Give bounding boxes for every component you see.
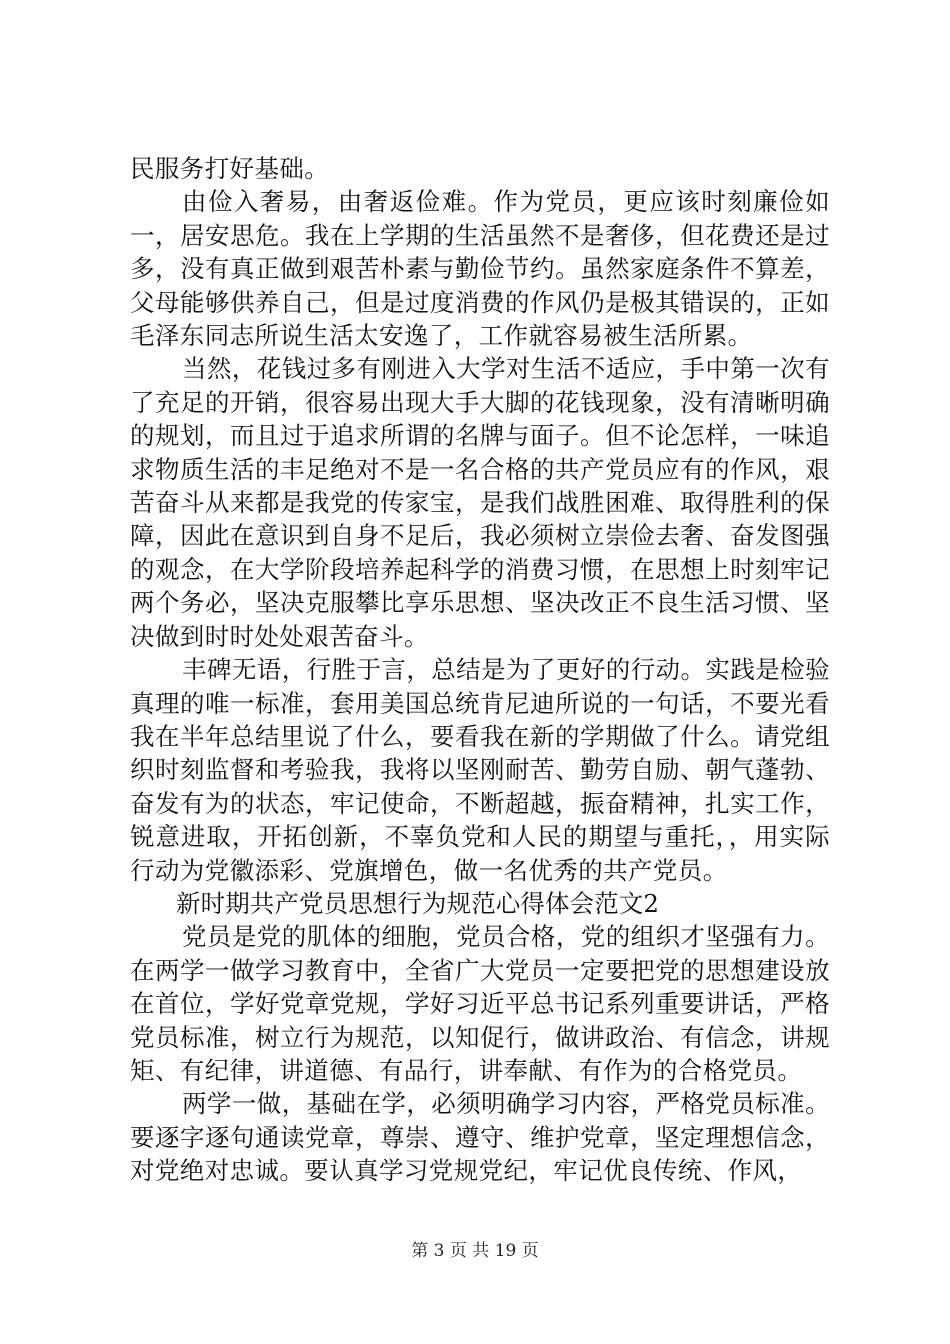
paragraph-frugality: 由俭入奢易，由奢返俭难。作为党员，更应该时刻廉俭如一，居安思危。我在上学期的生活虽然不是奢侈，但花费还是过多，没有真正做到艰苦朴素与勤俭节约。虽然家庭条件不算差，父母能够供养自己，但是过度消费的作风仍是极其错误的，正如毛泽东同志所说生活太安逸了，工作就容易被生活所累。 [130, 187, 830, 351]
page-footer: 第 3 页 共 19 页 [411, 1241, 539, 1261]
paragraph-continuation: 民服务打好基础。 [130, 154, 330, 183]
section-heading: 新时期共产党员思想行为规范心得体会范文2 [176, 888, 660, 918]
paragraph-spending: 当然，花钱过多有刚进入大学对生活不适应，手中第一次有了充足的开销，很容易出现大手大脚的花钱现象，没有清晰明确的规划，而且过于追求所谓的名牌与面子。但不论怎样，一味追求物质生活的丰足绝对不是一名合格的共产党员应有的作风，艰苦奋斗从来都是我党的传家宝，是我们战胜困难、取得胜利的保障，因此在意识到自身不足后，我必须树立崇俭去奢、奋发图强的观念，在大学阶段培养起科学的消费习惯，在思想上时刻牢记两个务必，坚决克服攀比享乐思想、坚决改正不良生活习惯、坚决做到时时处处艰苦奋斗。 [130, 354, 830, 651]
paragraph-action: 丰碑无语，行胜于言，总结是为了更好的行动。实践是检验真理的唯一标准，套用美国总统肯尼迪所说的一句话，不要光看我在半年总结里说了什么，要看我在新的学期做了什么。请党组织时刻监督和考验我，我将以坚刚耐苦、勤劳自励、朝气蓬勃、奋发有为的状态，牢记使命，不断超越，振奋精神，扎实工作，锐意进取，开拓创新，不辜负党和人民的期望与重托，，用实际行动为党徽添彩、党旗增色，做一名优秀的共产党员。 [130, 655, 830, 885]
paragraph-party-member: 党员是党的肌体的细胞，党员合格，党的组织才坚强有力。在两学一做学习教育中，全省广大党员一定要把党的思想建设放在首位，学好党章党规，学好习近平总书记系列重要讲话，严格党员标准，树立行为规范，以知促行，做讲政治、有信念，讲规矩、有纪律，讲道德、有品行，讲奉献、有作为的合格党员。 [130, 922, 830, 1085]
paragraph-study: 两学一做，基础在学，必须明确学习内容，严格党员标准。要逐字逐句通读党章，尊崇、遵守、维护党章，坚定理想信念，对党绝对忠诚。要认真学习党规党纪，牢记优良传统、作风， [130, 1089, 830, 1186]
document-body [130, 152, 830, 1188]
